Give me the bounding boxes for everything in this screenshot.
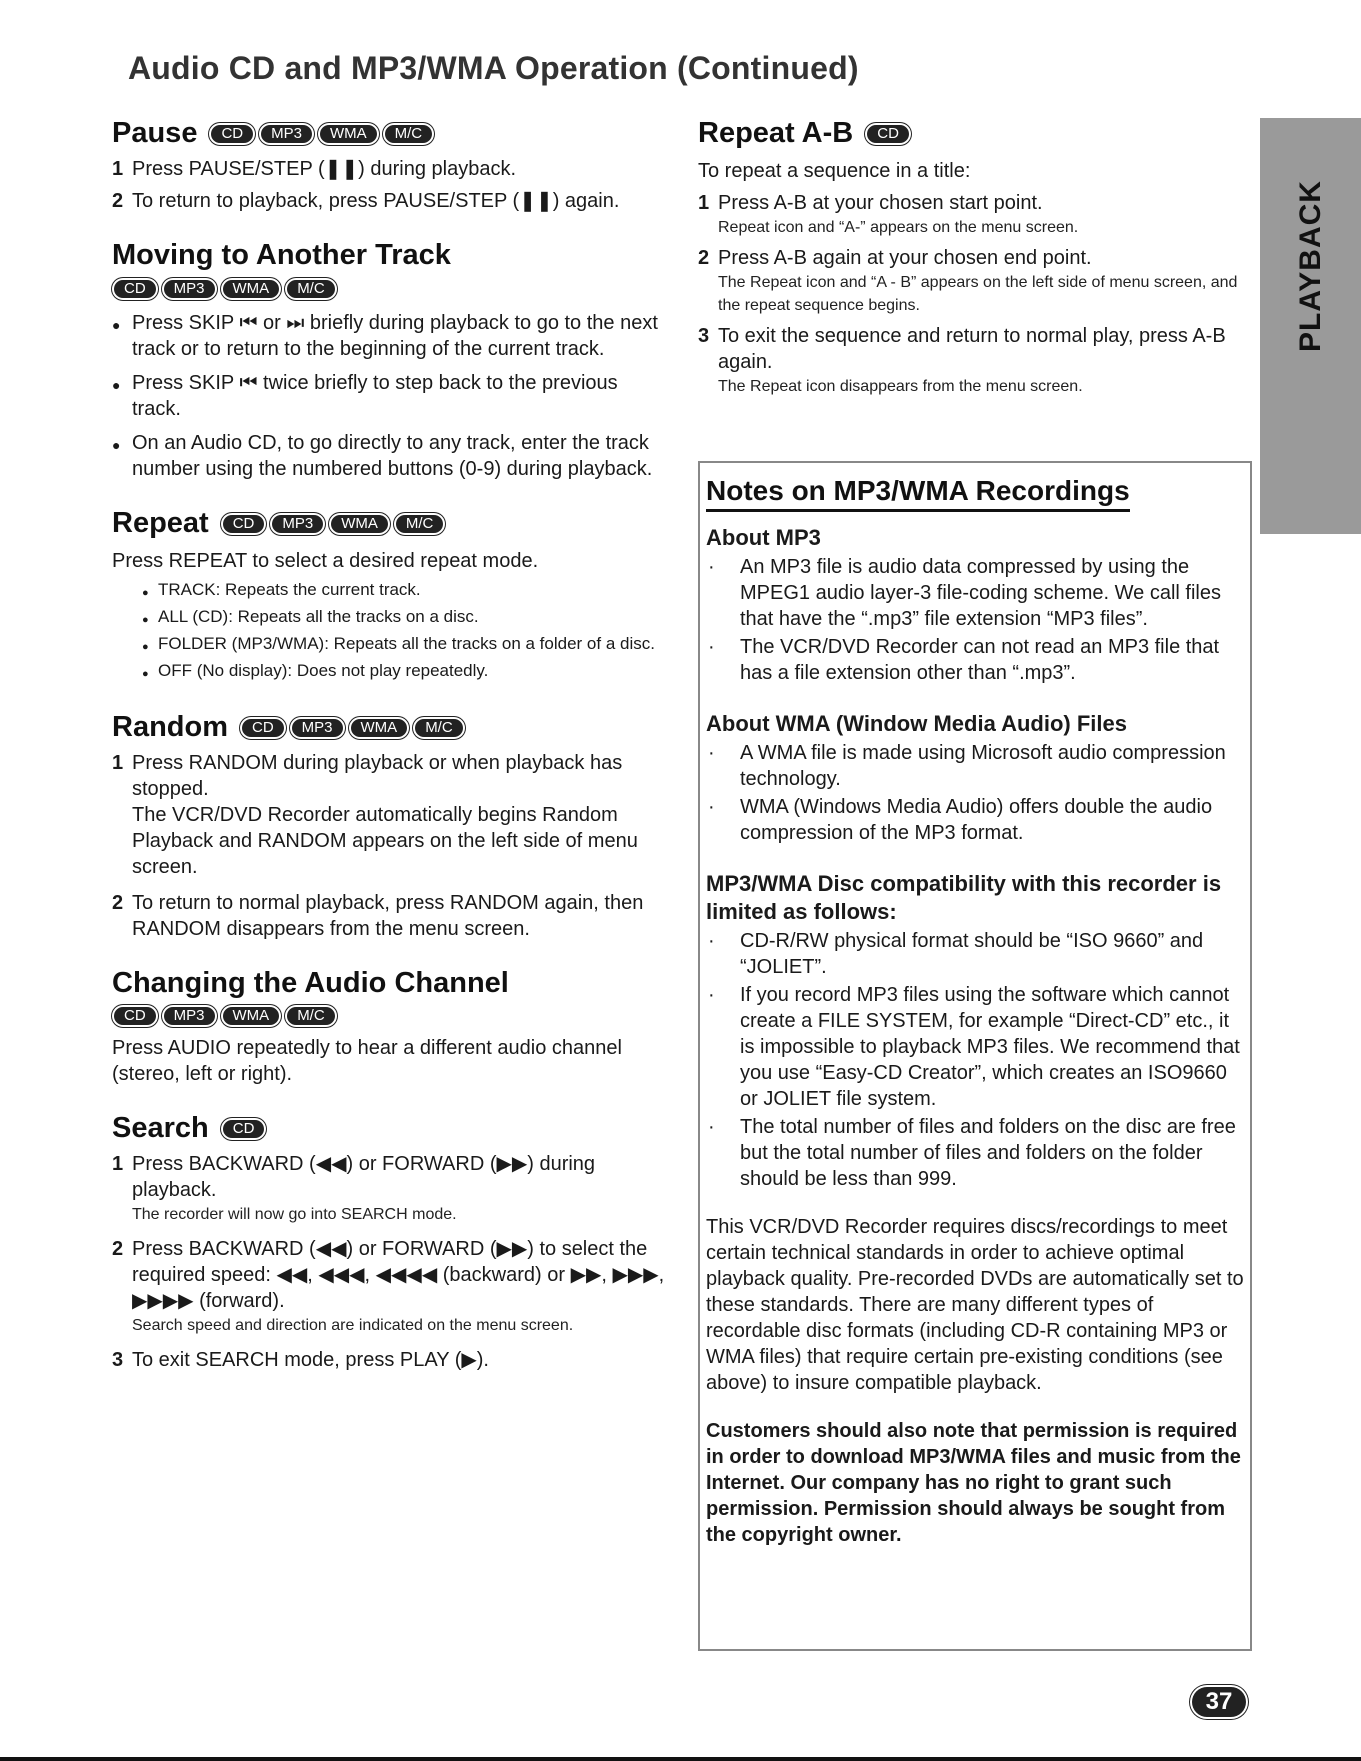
page-number: 37 — [1190, 1685, 1248, 1719]
search-step-1 — [112, 1151, 672, 1226]
mp3-badge: MP3 — [290, 717, 345, 739]
repeat-ab-badges — [865, 123, 911, 145]
step-number: 3 — [112, 1349, 124, 1372]
step-detail: The VCR/DVD Recorder automatically begins Random Playback and RANDOM appears on the left side of menu screen. — [132, 803, 638, 878]
list-item: · The VCR/DVD Recorder can not read an MP3 file that has a file extension other than “.mp3”. — [708, 636, 1220, 684]
page-title: Audio CD and MP3/WMA Operation (Continued) — [128, 50, 859, 86]
pause-section — [112, 118, 672, 214]
mp3-badge: MP3 — [162, 278, 217, 300]
bullet-icon: ● — [112, 436, 121, 453]
step-note: The Repeat icon and “A - B” appears on the left side of menu screen, and the repeat sequence begins. — [718, 273, 1238, 314]
list-item: ● On an Audio CD, to go directly to any track, enter the track number using the numbered buttons (0-9) during playback. — [112, 431, 653, 480]
bullet-icon: · — [708, 796, 715, 818]
random-step-1 — [112, 750, 672, 880]
wma-badge: WMA — [221, 278, 282, 300]
cd-badge: CD — [112, 278, 158, 300]
repeat-ab-step-2 — [698, 245, 1243, 317]
compat-heading: MP3/WMA Disc compatibility with this recorder is limited as follows: — [706, 871, 1222, 924]
bullet-icon: · — [708, 984, 715, 1006]
mp3-badge: MP3 — [259, 123, 314, 145]
pause-step-2 — [112, 188, 672, 214]
repeat-ab-section — [698, 118, 1243, 398]
cd-badge: CD — [865, 123, 911, 145]
bullet-icon: · — [708, 636, 715, 658]
bullet-icon: ● — [142, 640, 149, 653]
audio-channel-section — [112, 968, 672, 1088]
wma-heading: About WMA (Window Media Audio) Files — [706, 711, 1127, 736]
step-text: To return to playback, press PAUSE/STEP (❚❚) again. — [132, 189, 620, 212]
step-text: To return to normal playback, press RANDOM again, then RANDOM disappears from the menu screen. — [132, 891, 644, 940]
step-text: Press A-B at your chosen start point. — [718, 191, 1043, 214]
notes-permission-paragraph: Customers should also note that permission is required in order to download MP3/WMA files and music from the Internet. Our company has no right to grant such permission. Permission should always be sought from the copyright owner. — [706, 1420, 1241, 1546]
random-heading — [112, 712, 672, 744]
list-item: · If you record MP3 files using the software which cannot create a FILE SYSTEM, for example “Direct-CD” etc., it is impossible to playback MP3 files. We recommend that you use “Easy-CD Creator”, which creates an ISO9660 or JOLIET file system. — [708, 984, 1240, 1110]
right-column — [698, 118, 1243, 418]
bullet-icon: ● — [142, 613, 149, 626]
random-title: Random — [112, 710, 228, 743]
cd-badge: CD — [112, 1005, 158, 1027]
repeat-ab-intro: To repeat a sequence in a title: — [698, 159, 971, 182]
list-item: ● ALL (CD): Repeats all the tracks on a disc. — [142, 605, 672, 632]
list-item: · CD-R/RW physical format should be “ISO 9660” and “JOLIET”. — [708, 930, 1204, 978]
moving-badges — [112, 278, 672, 300]
mc-badge: M/C — [413, 717, 465, 739]
step-number: 1 — [112, 1153, 124, 1176]
random-step-2 — [112, 890, 672, 942]
mp3-badge: MP3 — [270, 513, 325, 535]
repeat-modes — [142, 578, 672, 686]
notes-title: Notes on MP3/WMA Recordings — [706, 475, 1130, 512]
step-note: The Repeat icon disappears from the menu screen. — [718, 377, 1083, 395]
list-item: ● Press SKIP ⏮ or ⏭ briefly during playback to go to the next track or to return to the beginning of the current track. — [112, 311, 658, 360]
mc-badge: M/C — [285, 278, 337, 300]
step-note: Repeat icon and “A-” appears on the menu screen. — [718, 218, 1079, 236]
random-badges — [240, 717, 465, 739]
mc-badge: M/C — [285, 1005, 337, 1027]
wma-badge: WMA — [318, 123, 379, 145]
search-step-2 — [112, 1236, 672, 1337]
mc-badge: M/C — [383, 123, 435, 145]
step-text: Press BACKWARD (◀◀) or FORWARD (▶▶) to select the required speed: ◀◀, ◀◀◀, ◀◀◀◀ (backward) or ▶▶, ▶▶▶, ▶▶▶▶ (forward). — [132, 1238, 665, 1313]
pause-heading — [112, 118, 672, 150]
audio-channel-heading — [112, 968, 672, 1000]
search-badges — [221, 1118, 267, 1140]
cd-badge: CD — [221, 1118, 267, 1140]
cd-badge: CD — [221, 513, 267, 535]
bullet-icon: · — [708, 556, 715, 578]
wma-badge: WMA — [329, 513, 390, 535]
repeat-ab-heading — [698, 118, 1243, 150]
search-heading — [112, 1113, 672, 1145]
bullet-icon: ● — [142, 586, 149, 599]
step-number: 1 — [698, 191, 710, 214]
audio-channel-title: Changing the Audio Channel — [112, 966, 509, 999]
step-number: 3 — [698, 324, 710, 347]
moving-section — [112, 240, 672, 482]
mp3-heading: About MP3 — [706, 525, 821, 550]
step-note: The recorder will now go into SEARCH mode. — [132, 1206, 457, 1224]
audio-channel-badges — [112, 1005, 672, 1027]
repeat-title: Repeat — [112, 506, 209, 539]
repeat-ab-step-3 — [698, 323, 1243, 398]
list-item: · An MP3 file is audio data compressed by using the MPEG1 audio layer-3 file-coding scheme. We call files that have the “.mp3” file extension “MP3 files”. — [708, 556, 1221, 630]
list-item: · A WMA file is made using Microsoft audio compression technology. — [708, 742, 1226, 790]
list-item: · WMA (Windows Media Audio) offers double the audio compression of the MP3 format. — [708, 796, 1213, 844]
notes-box — [698, 461, 1252, 1651]
moving-heading — [112, 240, 672, 272]
step-number: 2 — [112, 189, 124, 212]
list-item: ● TRACK: Repeats the current track. — [142, 578, 672, 605]
step-text: Press RANDOM during playback or when playback has stopped. — [132, 751, 623, 800]
list-item: · The total number of files and folders on the disc are free but the total number of files and folders on the folder should be less than 999. — [708, 1116, 1236, 1190]
repeat-section — [112, 508, 672, 686]
bullet-icon: ● — [112, 316, 121, 333]
search-title: Search — [112, 1112, 209, 1145]
mp3-badge: MP3 — [162, 1005, 217, 1027]
audio-channel-text: Press AUDIO repeatedly to hear a different audio channel (stereo, left or right). — [112, 1037, 622, 1086]
moving-title: Moving to Another Track — [112, 238, 451, 271]
side-tab — [1260, 118, 1361, 534]
list-item: ● FOLDER (MP3/WMA): Repeats all the tracks on a folder of a disc. — [142, 632, 672, 659]
pause-badges — [209, 123, 434, 145]
random-section — [112, 712, 672, 942]
side-tab-label: PLAYBACK — [1293, 180, 1327, 352]
wma-badge: WMA — [221, 1005, 282, 1027]
step-text: To exit the sequence and return to normal play, press A-B again. — [718, 324, 1226, 373]
cd-badge: CD — [240, 717, 286, 739]
step-text: Press BACKWARD (◀◀) or FORWARD (▶▶) during playback. — [132, 1153, 596, 1202]
list-item: ● Press SKIP ⏮ twice briefly to step back to the previous track. — [112, 371, 618, 420]
step-text: Press PAUSE/STEP (❚❚) during playback. — [132, 157, 517, 180]
step-number: 1 — [112, 157, 124, 180]
bottom-rule — [0, 1757, 1361, 1761]
bullet-icon: · — [708, 742, 715, 764]
step-text: To exit SEARCH mode, press PLAY (▶). — [132, 1349, 489, 1372]
repeat-badges — [221, 513, 446, 535]
pause-title: Pause — [112, 117, 198, 149]
pause-step-1 — [112, 156, 672, 182]
search-section — [112, 1113, 672, 1373]
repeat-heading — [112, 508, 672, 540]
bullet-icon: ● — [142, 667, 149, 680]
repeat-ab-title: Repeat A-B — [698, 117, 854, 149]
search-step-3 — [112, 1347, 672, 1373]
step-number: 2 — [112, 891, 124, 914]
repeat-ab-step-1 — [698, 190, 1243, 239]
bullet-icon: ● — [112, 376, 121, 393]
bullet-icon: · — [708, 1116, 715, 1138]
step-note: Search speed and direction are indicated on the menu screen. — [132, 1317, 574, 1335]
step-text: Press A-B again at your chosen end point. — [718, 246, 1092, 269]
left-column — [112, 118, 672, 1393]
mc-badge: M/C — [394, 513, 446, 535]
cd-badge: CD — [209, 123, 255, 145]
step-number: 2 — [112, 1238, 124, 1261]
step-number: 2 — [698, 246, 710, 269]
wma-badge: WMA — [349, 717, 410, 739]
list-item: ● OFF (No display): Does not play repeatedly. — [142, 659, 672, 686]
bullet-icon: · — [708, 930, 715, 952]
step-number: 1 — [112, 751, 124, 774]
notes-paragraph: This VCR/DVD Recorder requires discs/recordings to meet certain technical standards in order to achieve optimal playback quality. Pre-recorded DVDs are automatically set to these standards. There are many different types of recordable disc formats (including CD-R containing MP3 or WMA files) that require certain pre-existing conditions (see above) to insure compatible playback. — [706, 1216, 1244, 1394]
repeat-intro: Press REPEAT to select a desired repeat mode. — [112, 549, 539, 572]
